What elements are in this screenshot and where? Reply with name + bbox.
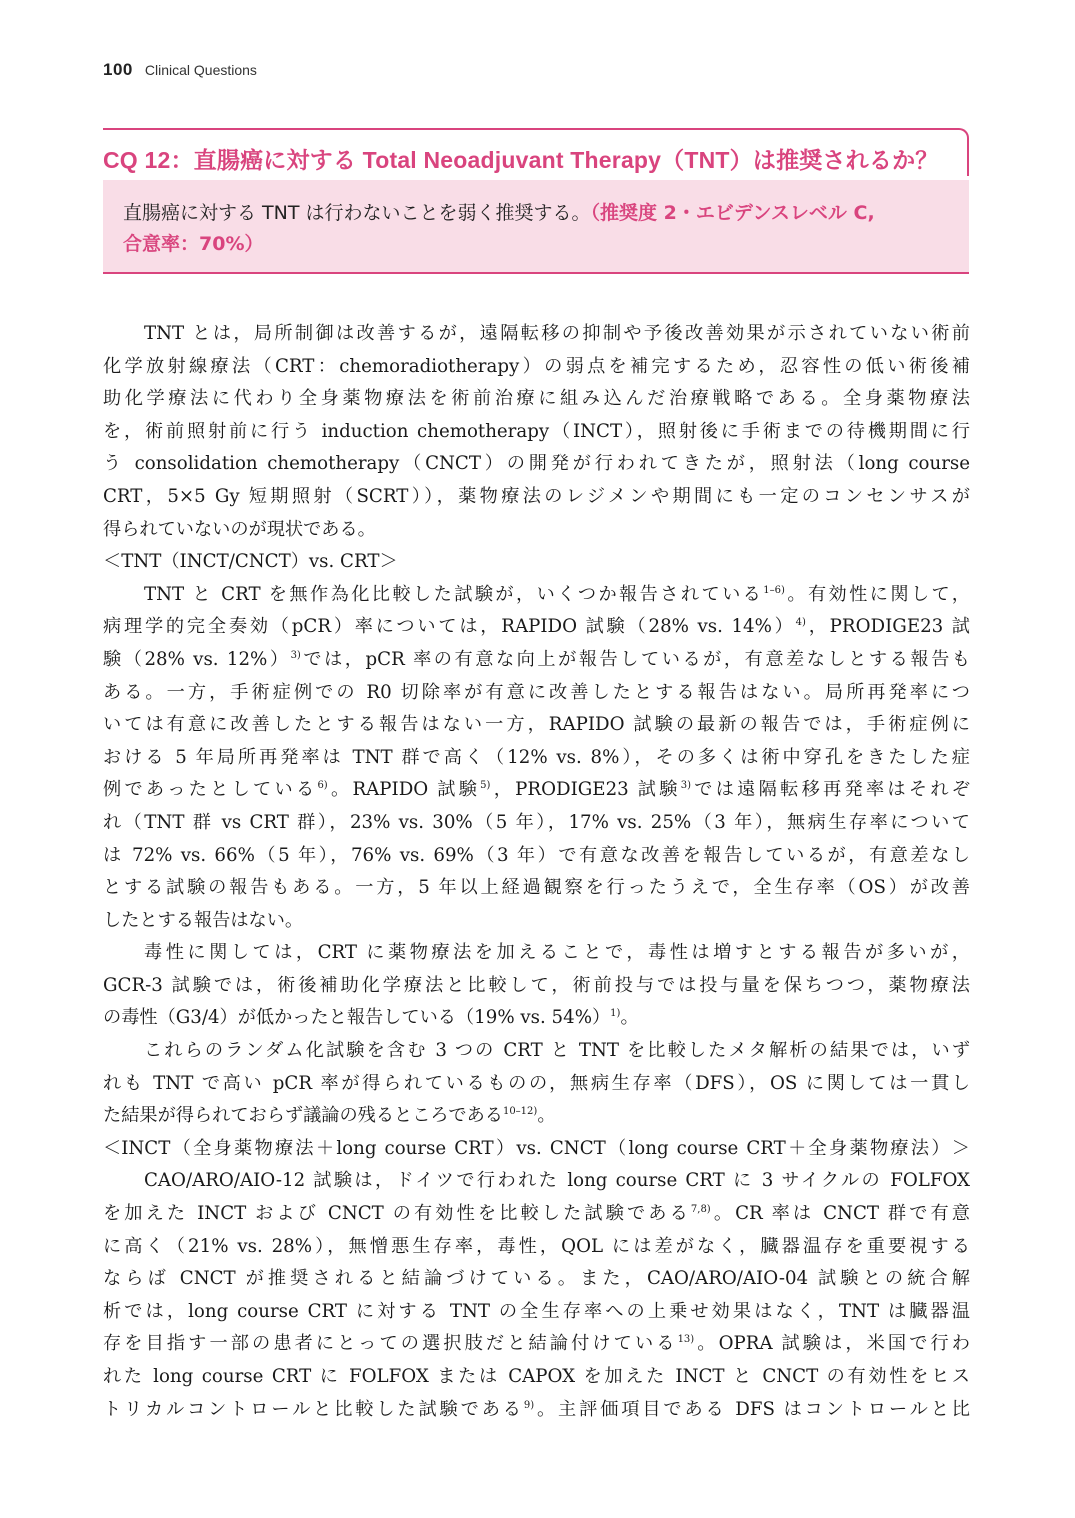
text-line: 験（28% vs. 12%）$^{3)}$では，pCR 率の有意な向上が報告しているが，有意差なしとする報告も	[103, 648, 970, 670]
recommendation-box	[103, 180, 969, 274]
text-line: ある。一方，手術症例での R0 切除率が有意に改善したとする報告はない。局所再発率につ	[103, 681, 970, 703]
text-line: したとする報告はない。	[103, 909, 304, 931]
text-line: れも TNT で高い pCR 率が得られているものの，無病生存率（DFS），OS に関しては一貫し	[103, 1072, 970, 1094]
text-line: 毒性に関しては，CRT に薬物療法を加えることで，毒性は増すとする報告が多いが，	[144, 942, 970, 964]
text-line: た結果が得られておらず議論の残るところである$^{10-12)}$。	[103, 1105, 556, 1127]
text-line: 化学放射線療法（CRT：chemoradiotherapy）の弱点を補完するため，忍容性の低い術後補	[103, 355, 970, 377]
text-line: いては有意に改善したとする報告はない一方，RAPIDO 試験の最新の報告では，手術症例に	[103, 714, 970, 736]
text-line: これらのランダム化試験を含む 3 つの CRT と TNT を比較したメタ解析の結果では，いず	[144, 1040, 970, 1062]
text-line: トリカルコントロールと比較した試験である$^{9)}$。主評価項目である DFS はコントロールと比	[103, 1398, 970, 1420]
text-line: の毒性（G3/4）が低かったと報告している（19% vs. 54%）$^{1)}$。	[103, 1007, 639, 1029]
text-line: 得られていないのが現状である。	[103, 518, 376, 540]
text-line: GCR-3 試験では，術後補助化学療法と比較して，術前投与では投与量を保ちつつ，薬物療法	[103, 974, 970, 996]
citation: 10–12)	[502, 1106, 538, 1118]
recommendation-line-1	[123, 198, 949, 229]
recommendation-grade: （推奨度 2・エビデンスレベル C,	[590, 202, 875, 224]
citation: 7,8)	[690, 1204, 711, 1216]
text-line: 例であったとしている$^{6)}$。RAPIDO 試験$^{5)}$，PRODIGE23 試験$^{3)}$では遠隔転移再発率はそれぞ	[103, 779, 970, 801]
text-line: を，術前照射前に行う induction chemotherapy（INCT），照射後に手術までの待機期間に行	[103, 420, 970, 442]
text-line: れ（TNT 群 vs CRT 群），23% vs. 30%（5 年），17% vs. 25%（3 年），無病生存率について	[103, 811, 970, 833]
citation: 1–6)	[763, 584, 785, 596]
citation: 4)	[795, 617, 806, 629]
text-line: は 72% vs. 66%（5 年），76% vs. 69%（3 年）で有意な改善を報告しているが，有意差なし	[103, 844, 970, 866]
text-line: CRT，5×5 Gy 短期照射（SCRT）），薬物療法のレジメンや期間にも一定のコンセンサスが	[103, 485, 970, 507]
text-line: とする試験の報告もある。一方，5 年以上経過観察を行ったうえで，全生存率（OS）が改善	[103, 877, 970, 899]
text-line: れた long course CRT に FOLFOX または CAPOX を加えた INCT と CNCT の有効性をヒス	[103, 1366, 970, 1387]
citation: 1)	[610, 1008, 621, 1020]
citation: 13)	[677, 1334, 695, 1346]
section-heading: ＜TNT（INCT/CNCT）vs. CRT＞	[103, 551, 398, 573]
running-title: Clinical Questions	[144, 62, 257, 78]
citation: 3)	[680, 780, 691, 792]
page-header	[103, 60, 257, 80]
page-number: 100	[103, 60, 133, 79]
citation: 9)	[523, 1399, 535, 1411]
text-line: う consolidation chemotherapy（CNCT）の開発が行われてきたが，照射法（long course	[103, 453, 970, 475]
text-line: に高く（21% vs. 28%），無憎悪生存率，毒性，QOL には差がなく，臓器温存を重要視する	[103, 1235, 970, 1257]
text-line: 析では，long course CRT に対する TNT の全生存率への上乗せ効果はなく，TNT は臓器温	[103, 1300, 970, 1322]
text-line: おける 5 年局所再発率は TNT 群で高く（12% vs. 8%），その多くは術中穿孔をきたした症	[103, 746, 970, 768]
text-line: ならば CNCT が推奨されると結論づけている。また，CAO/ARO/AIO-04 試験との統合解	[103, 1268, 970, 1290]
recommendation-consensus: 合意率：70%）	[123, 233, 264, 255]
cq-title: CQ 12：直腸癌に対する Total Neoadjuvant Therapy（TNT）は推奨されるか？	[103, 147, 939, 173]
body-text	[103, 318, 970, 1426]
text-line: 存を目指す一部の患者にとっての選択肢だと結論付けている$^{13)}$。OPRA 試験は，米国で行わ	[103, 1333, 970, 1355]
text-line: CAO/ARO/AIO-12 試験は，ドイツで行われた long course CRT に 3 サイクルの FOLFOX	[144, 1170, 970, 1192]
citation: 6)	[317, 780, 328, 792]
text-line: 助化学療法に代わり全身薬物療法を術前治療に組み込んだ治療戦略である。全身薬物療法	[103, 388, 970, 410]
cq-title-frame	[103, 128, 969, 176]
recommendation-text: 直腸癌に対する TNT は行わないことを弱く推奨する。	[123, 202, 591, 224]
text-line: TNT とは，局所制御は改善するが，遠隔転移の抑制や予後改善効果が示されていない術前	[144, 323, 970, 344]
citation: 5)	[480, 780, 491, 792]
citation: 3)	[290, 649, 301, 661]
text-line: 病理学的完全奏効（pCR）率については，RAPIDO 試験（28% vs. 14%）$^{4)}$，PRODIGE23 試	[103, 616, 970, 638]
text-line: TNT と CRT を無作為化比較した試験が，いくつか報告されている$^{1-6)}$。有効性に関して，	[144, 583, 970, 605]
section-heading: ＜INCT（全身薬物療法＋long course CRT）vs. CNCT（long course CRT＋全身薬物療法）＞	[103, 1137, 970, 1159]
text-line: を加えた INCT および CNCT の有効性を比較した試験である$^{7,8)}$。CR 率は CNCT 群で有意	[103, 1203, 970, 1225]
